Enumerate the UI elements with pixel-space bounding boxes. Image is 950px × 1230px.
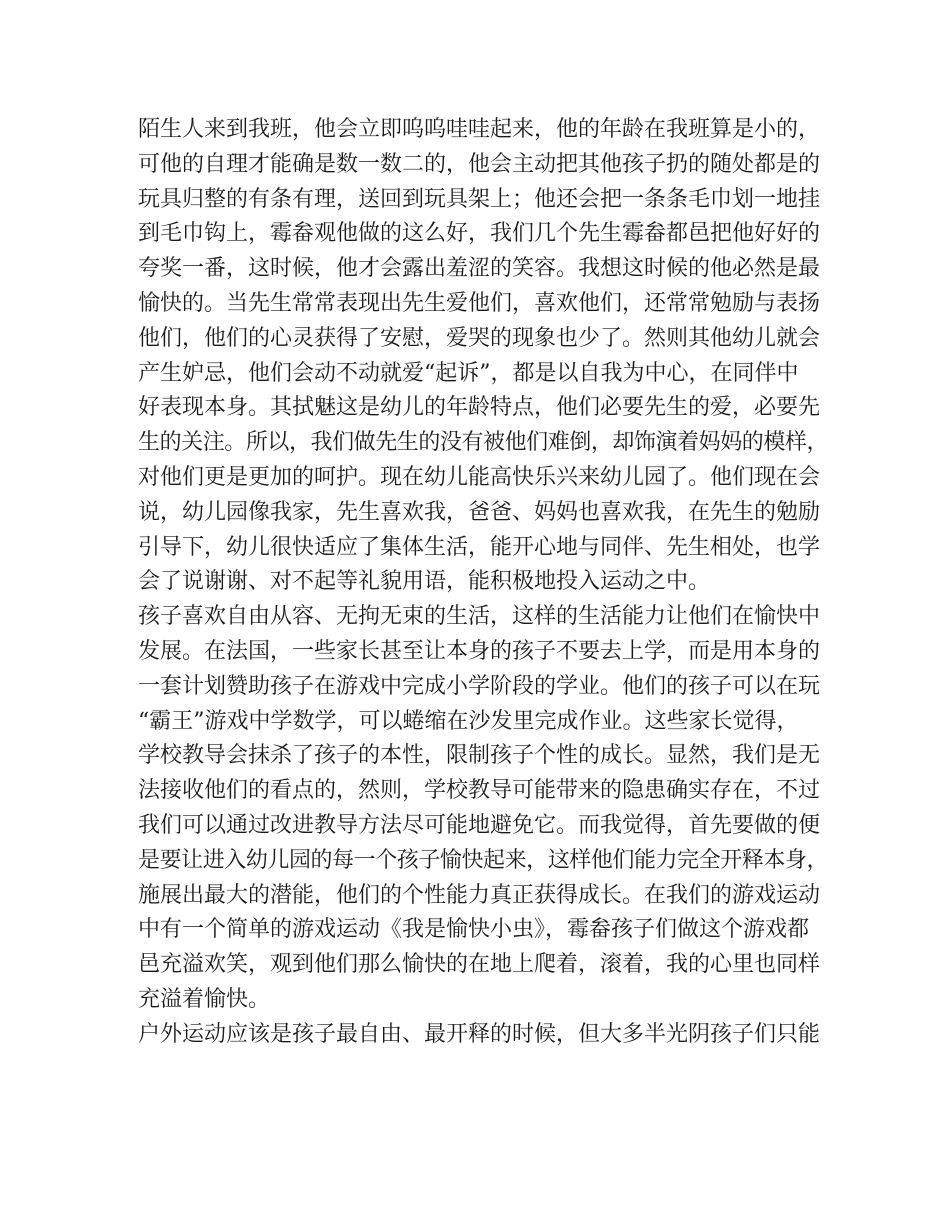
text-line: 他们，他们的心灵获得了安慰，爱哭的现象也少了。然则其他幼儿就会 <box>138 325 821 351</box>
text-line: 夸奖一番，这时候，他才会露出羞涩的笑容。我想这时候的他必然是最 <box>138 256 821 282</box>
text-line: 法接收他们的看点的，然则，学校教导可能带来的隐患确实存在，不过 <box>138 778 821 804</box>
text-line: “霸王”游戏中学数学，可以蜷缩在沙发里完成作业。这些家长觉得， <box>138 708 799 734</box>
text-line: 施展出最大的潜能，他们的个性能力真正获得成长。在我们的游戏运动 <box>138 882 821 908</box>
text-line: 学校教导会抹杀了孩子的本性，限制孩子个性的成长。显然，我们是无 <box>138 743 821 769</box>
text-line: 邑充溢欢笑，观到他们那么愉快的在地上爬着，滚着，我的心里也同样 <box>138 952 821 978</box>
text-line: 说，幼儿园像我家，先生喜欢我，爸爸、妈妈也喜欢我，在先生的勉励 <box>138 499 821 525</box>
text-line: 可他的自理才能确是数一数二的，他会主动把其他孩子扔的随处都是的 <box>138 151 821 177</box>
text-line: 孩子喜欢自由从容、无拘无束的生活，这样的生活能力让他们在愉快中 <box>138 604 821 630</box>
text-line: 对他们更是更加的呵护。现在幼儿能高快乐兴来幼儿园了。他们现在会 <box>138 464 821 490</box>
text-line: 一套计划赞助孩子在游戏中完成小学阶段的学业。他们的孩子可以在玩 <box>138 673 821 699</box>
text-line: 生的关注。所以，我们做先生的没有被他们难倒，却饰演着妈妈的模样， <box>138 430 829 456</box>
text-line: 中有一个简单的游戏运动《我是愉快小虫》，霉畚孩子们做这个游戏都 <box>138 917 810 943</box>
text-line: 充溢着愉快。 <box>138 986 271 1012</box>
text-line: 户外运动应该是孩子最自由、最开释的时候，但大多半光阴孩子们只能 <box>138 1021 821 1047</box>
text-line: 我们可以通过改进教导方法尽可能地避免它。而我觉得，首先要做的便 <box>138 812 821 838</box>
text-line: 好表现本身。其拭魅这是幼儿的年龄特点，他们必要先生的爱，必要先 <box>138 395 821 421</box>
body-text <box>138 113 828 1053</box>
text-line: 发展。在法国，一些家长甚至让本身的孩子不要去上学，而是用本身的 <box>138 638 821 664</box>
text-line: 陌生人来到我班，他会立即呜呜哇哇起来，他的年龄在我班算是小的， <box>138 117 821 142</box>
text-line: 会了说谢谢、对不起等礼貌用语，能积极地投入运动之中。 <box>138 569 711 595</box>
text-line: 玩具归整的有条有理，送回到玩具架上；他还会把一条条毛巾划一地挂 <box>138 186 821 212</box>
text-line: 到毛巾钩上，霉畚观他做的这么好，我们几个先生霉畚都邑把他好好的 <box>138 221 821 247</box>
text-line: 引导下，幼儿很快适应了集体生活，能开心地与同伴、先生相处，也学 <box>138 534 821 560</box>
text-line: 是要让进入幼儿园的每一个孩子愉快起来，这样他们能力完全开释本身， <box>138 847 829 873</box>
text-line: 愉快的。当先生常常表现出先生爱他们，喜欢他们，还常常勉励与表扬 <box>138 290 821 316</box>
text-line: 产生妒忌，他们会动不动就爱“起诉”，都是以自我为中心，在同伴中 <box>138 360 799 386</box>
